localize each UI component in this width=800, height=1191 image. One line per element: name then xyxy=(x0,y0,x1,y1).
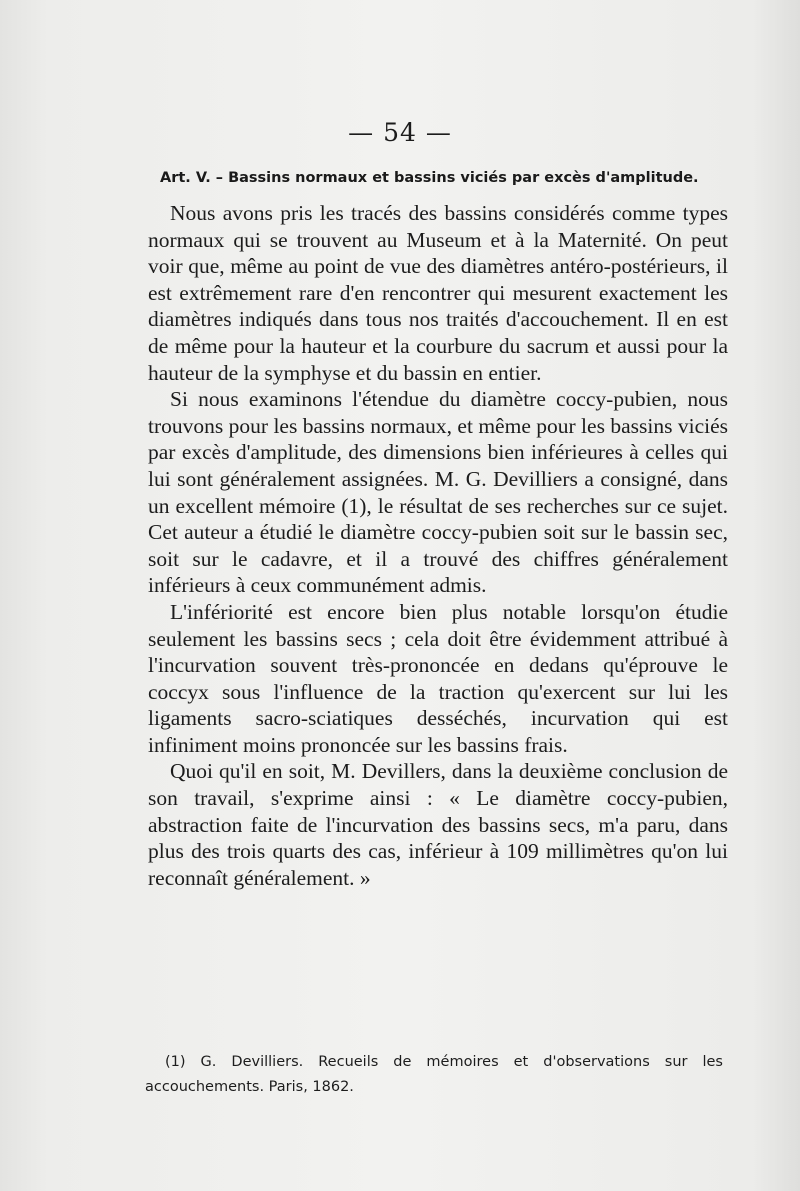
page-number: — 54 — xyxy=(348,118,452,147)
paragraph: Si nous examinons l'étendue du diamètre coccy-pubien, nous trouvons pour les bassins normaux, et même pour les bassins viciés par excès d'amplitude, des dimensions bien inférieures à celles qui lui sont généralement assignées. M. G. Devilliers a consigné, dans un excellent mémoire (1), le résultat de ses recherches sur ce sujet. Cet auteur a étudié le diamètre coccy-pubien soit sur le bassin sec, soit sur le cadavre, et il a trouvé des chiffres généralement inférieurs à ceux communément admis. xyxy=(148,387,728,598)
paragraph: L'infériorité est encore bien plus notable lorsqu'on étudie seulement les bassins secs ; cela doit être évidemment attribué à l'incurvation souvent très-prononcée en dedans qu'éprouve le coccyx sous l'influence de la traction qu'exercent sur lui les ligaments sacro-sciatiques desséchés, incurvation qui est infiniment moins prononcée sur les bassins frais. xyxy=(148,599,728,757)
paragraph: Nous avons pris les tracés des bassins considérés comme types normaux qui se trouvent au Museum et à la Maternité. On peut voir que, même au point de vue des diamètres antéro-postérieurs, il est extrêmement rare d'en rencontrer qui mesurent exactement les diamètres indiqués dans tous nos traités d'accouchement. Il en est de même pour la hauteur et la courbure du sacrum et aussi pour la hauteur de la symphyse et du bassin en entier. xyxy=(148,201,728,385)
body-text xyxy=(148,200,728,891)
section-heading: Art. V. – Bassins normaux et bassins viciés par excès d'amplitude. xyxy=(160,170,699,186)
footnote: (1) G. Devilliers. Recueils de mémoires et d'observations sur les accouchements. Paris, 1862. xyxy=(145,1054,723,1095)
paragraph: Quoi qu'il en soit, M. Devillers, dans la deuxième conclusion de son travail, s'exprime ainsi : « Le diamètre coccy-pubien, abstraction faite de l'incurvation des bassins secs, m'a paru, dans plus des trois quarts des cas, inférieur à 109 millimètres qu'on lui reconnaît généralement. » xyxy=(148,759,728,890)
